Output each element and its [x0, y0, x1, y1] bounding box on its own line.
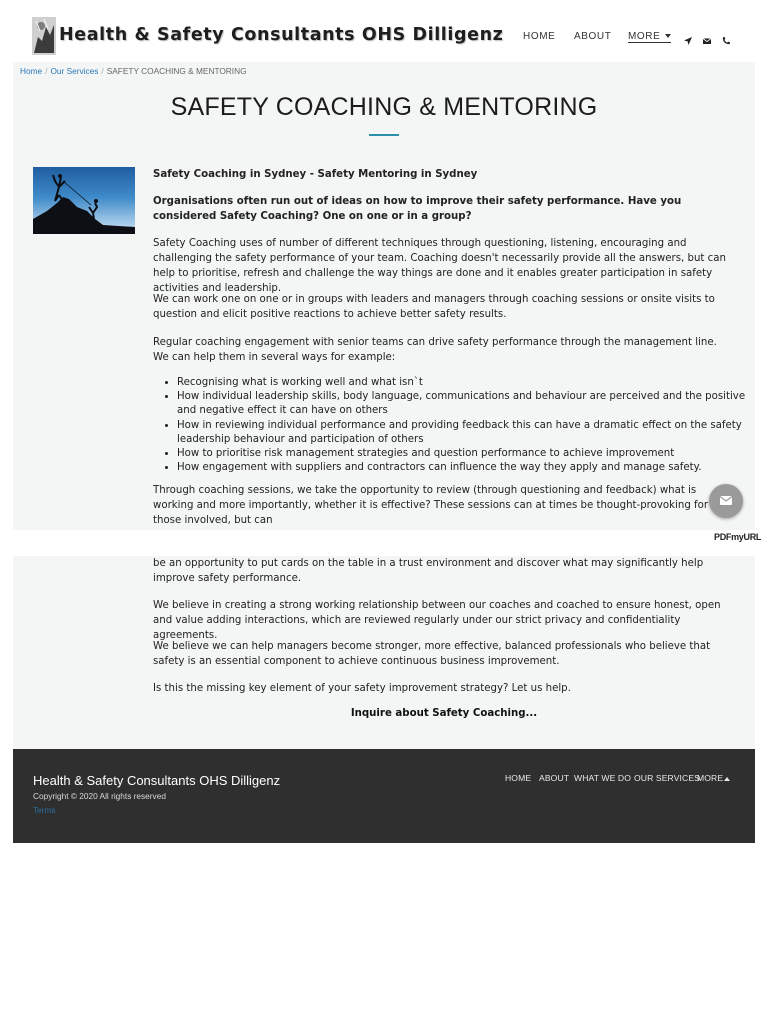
phone-icon[interactable] [721, 31, 731, 41]
paragraph-3: Regular coaching engagement with senior teams can drive safety performance through the management line. We can help them in several ways for example: [153, 337, 717, 363]
footer-nav-more[interactable] [697, 773, 730, 783]
envelope-icon[interactable] [702, 31, 712, 41]
pdf-badge[interactable]: PDFmyURL [714, 532, 762, 542]
logo-image[interactable] [32, 17, 56, 55]
footer-nav-more-label: MORE [697, 773, 724, 783]
site-title[interactable]: Health & Safety Consultants OHS Dilligenz [59, 25, 504, 45]
intro-text: Organisations often run out of ideas on how to improve their safety performance. Have you considered Safety Coaching? One on one or in a group? [153, 196, 682, 222]
section-subtitle: Safety Coaching in Sydney - Safety Mentoring in Sydney [153, 169, 478, 180]
breadcrumb-current: SAFETY COACHING & MENTORING [106, 66, 247, 76]
paragraph-2: We can work one on one or in groups with leaders and managers through coaching sessions or onsite visits to question and elicit positive reactions to achieve better safety results. [153, 294, 715, 320]
nav-home[interactable]: HOME [523, 31, 556, 42]
paragraph-5: We believe in creating a strong working relationship between our coaches and coached to ensure honest, open and value adding interactions, which are reviewed regularly under our strict privacy and confidentiality agreements. [153, 600, 721, 641]
list-item: • Recognising what is working well and what isn`t [177, 376, 759, 390]
chevron-down-icon [665, 34, 671, 38]
breadcrumb: Home / Our Services / SAFETY COACHING & MENTORING [20, 66, 247, 76]
footer-copyright: Copyright © 2020 All rights reserved [33, 791, 166, 801]
title-divider [369, 134, 399, 136]
paragraph-4-continued: be an opportunity to put cards on the table in a trust environment and discover what may significantly help improve safety performance. [153, 558, 704, 584]
climbers-image [33, 167, 135, 234]
paragraph-6: We believe we can help managers become stronger, more effective, balanced professionals who believe that safety is an essential component to achieve continuous business improvement. [153, 641, 711, 667]
paragraph-7: Is this the missing key element of your safety improvement strategy? Let us help. [153, 683, 571, 694]
paragraph-4: Through coaching sessions, we take the opportunity to review (through questioning and feedback) what is working and more importantly, whether it is effective? These sessions can at times be thought-provoking for those involved, but can [153, 485, 709, 526]
footer-title: Health & Safety Consultants OHS Dilligenz [33, 773, 281, 788]
footer-terms-link[interactable]: Terms [33, 805, 56, 815]
list-item: • How in reviewing individual performance and providing feedback this can have a dramatic effect on the safety leadership behaviour and participation of others [177, 419, 759, 447]
breadcrumb-home[interactable]: Home [20, 66, 43, 76]
site-header [13, 0, 755, 63]
envelope-icon [709, 484, 743, 518]
footer-nav-about[interactable]: ABOUT [539, 773, 570, 783]
inquire-link[interactable]: Inquire about Safety Coaching... [350, 708, 538, 719]
footer-nav-our-services[interactable]: OUR SERVICES [634, 773, 700, 783]
list-item: • How individual leadership skills, body language, communications and behaviour are perceived and the positive and negative effect it can have on others [177, 390, 759, 418]
footer-nav-home[interactable]: HOME [505, 773, 532, 783]
site-footer [13, 749, 755, 843]
list-item: • How to prioritise risk management strategies and question performance to achieve improvement [177, 447, 759, 461]
chevron-up-icon [724, 777, 730, 781]
paragraph-1: Safety Coaching uses of number of different techniques through questioning, listening, encouraging and challenging the safety performance of your team. Coaching doesn't necessarily provide all the answers, but can help to prioritise, refresh and challenge the way things are done and it enables greater participation in safety activities and leadership. [153, 238, 726, 294]
nav-more-label: MORE [628, 31, 661, 42]
nav-about[interactable]: ABOUT [574, 31, 612, 42]
nav-more[interactable] [628, 31, 671, 43]
page-title: SAFETY COACHING & MENTORING [170, 93, 598, 121]
location-arrow-icon[interactable] [683, 31, 693, 41]
contact-fab-button[interactable] [709, 484, 743, 518]
footer-nav-what-we-do[interactable]: WHAT WE DO [574, 773, 632, 783]
breadcrumb-our-services[interactable]: Our Services [50, 66, 99, 76]
list-item: • How engagement with suppliers and contractors can influence the way they apply and manage safety. [177, 461, 759, 475]
benefits-list [153, 376, 759, 475]
